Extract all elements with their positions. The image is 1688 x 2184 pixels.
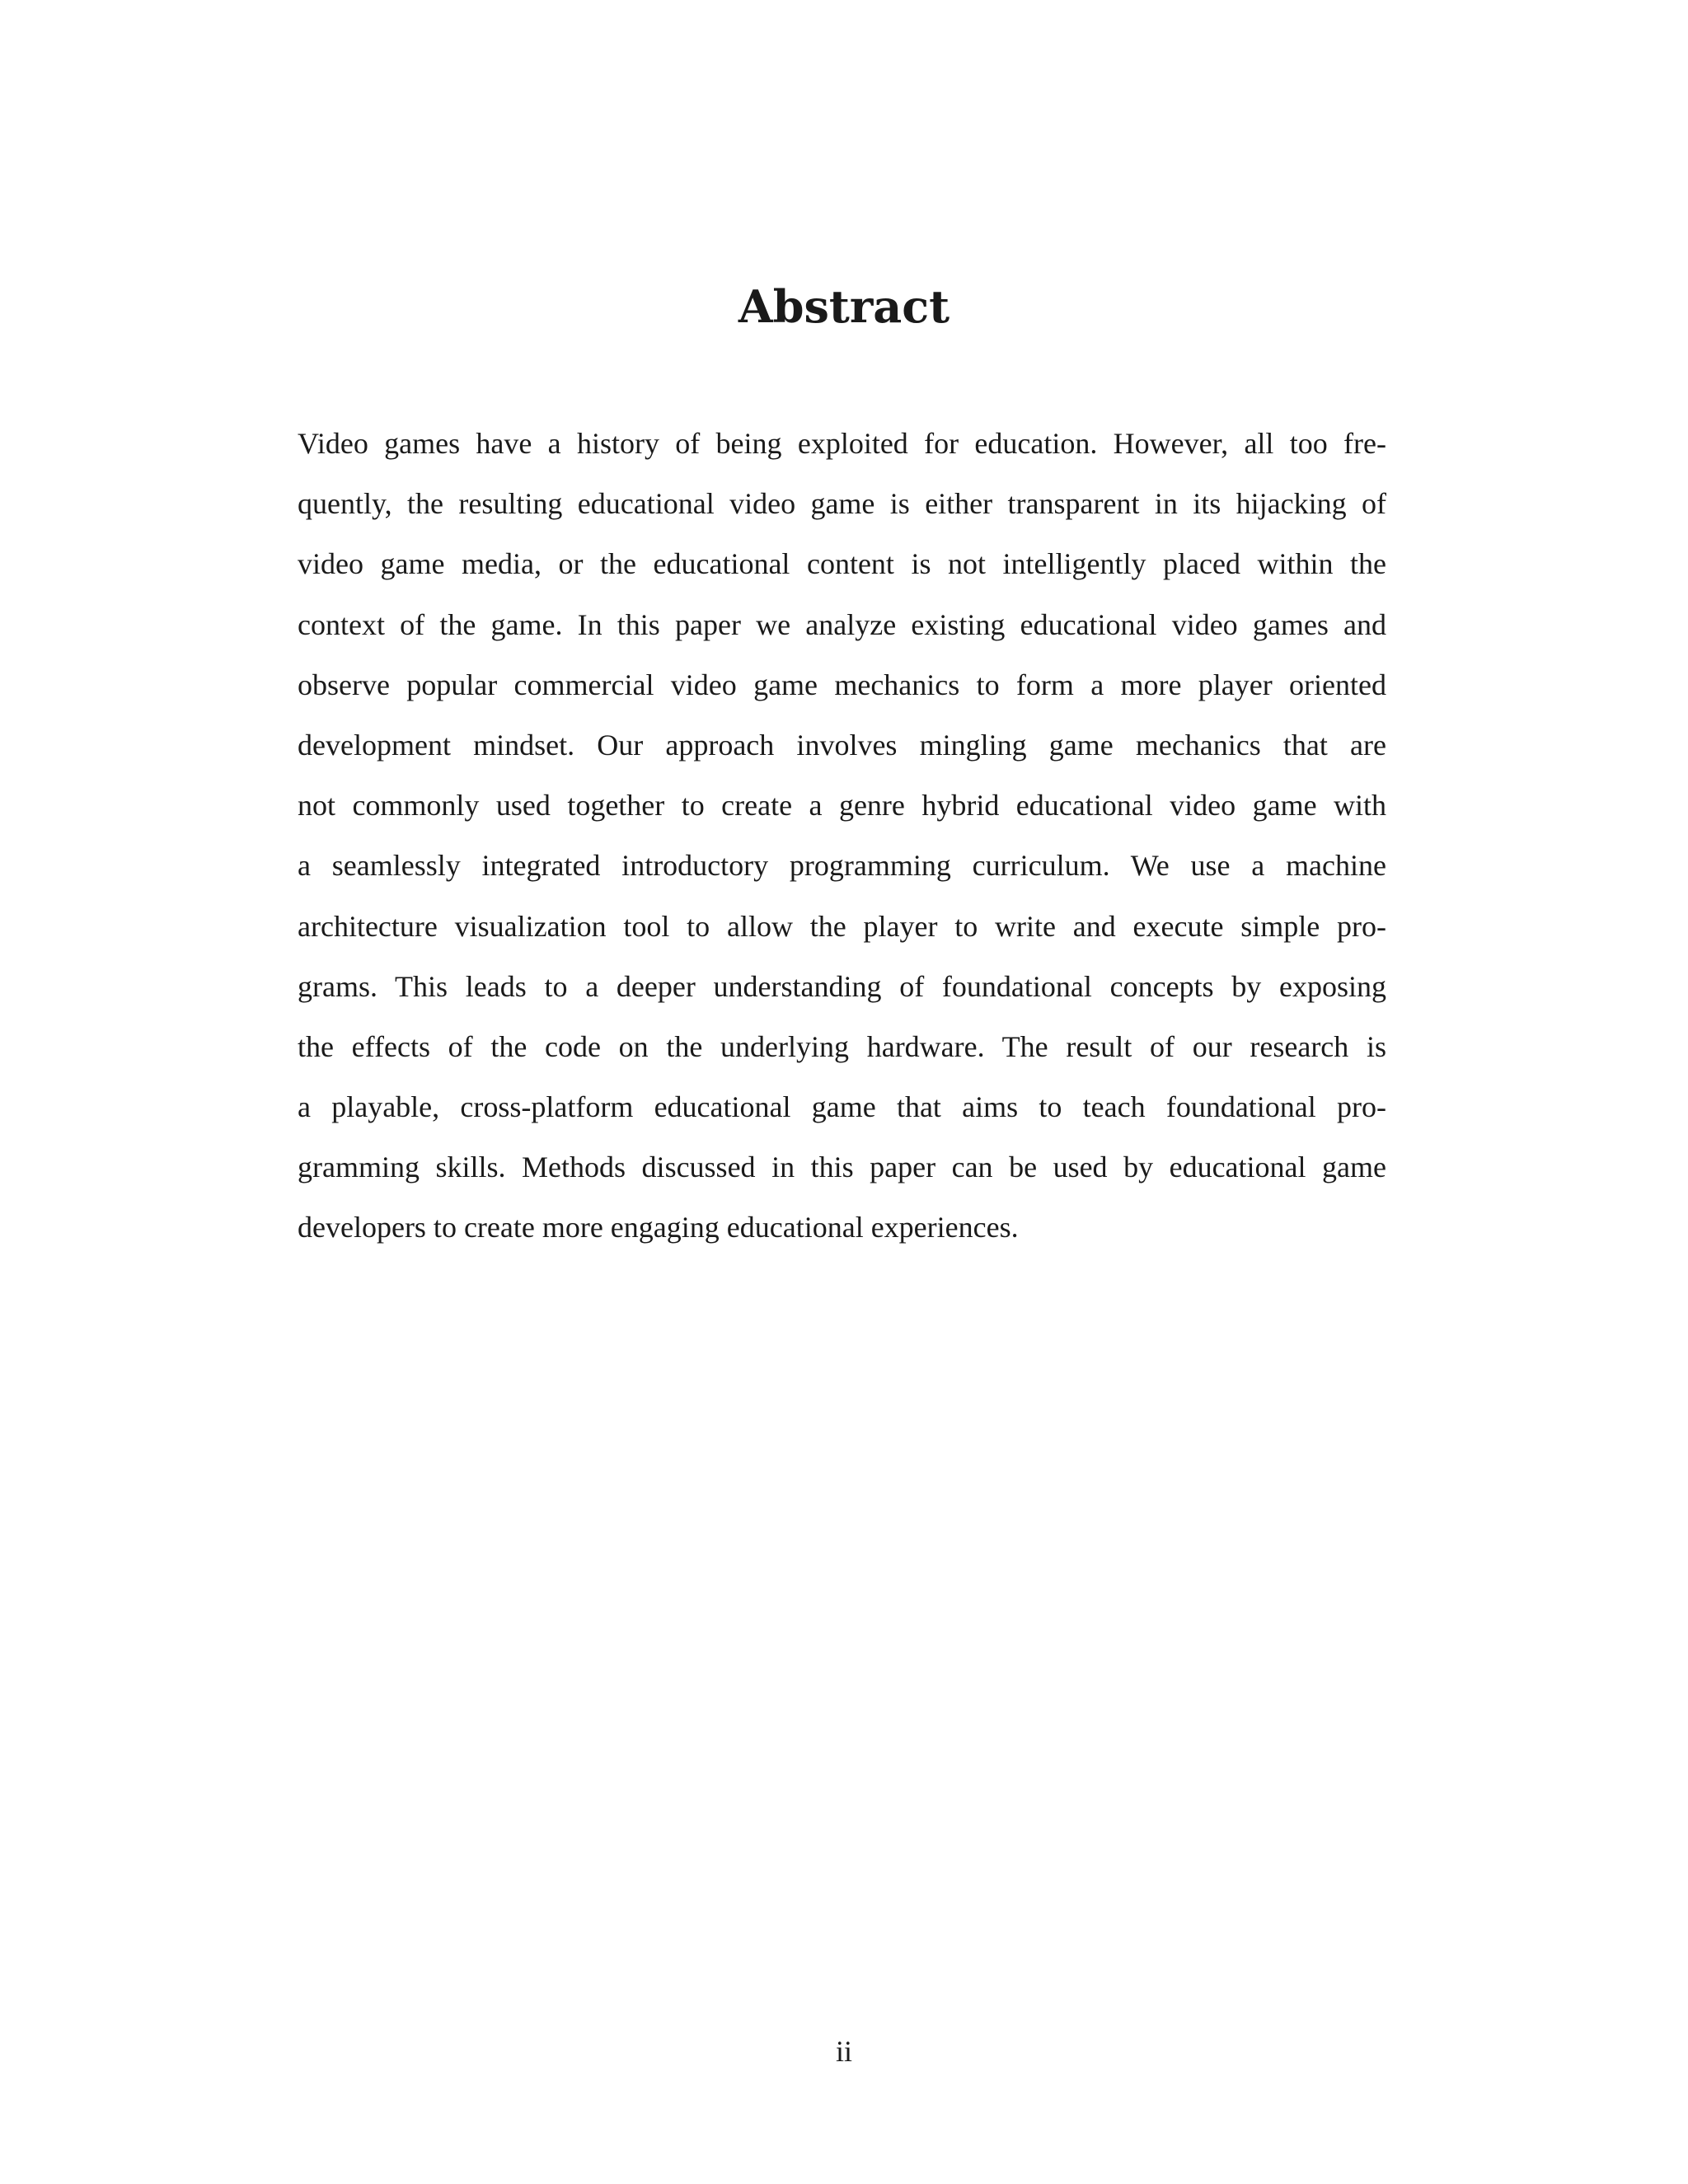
abstract-line: video game media, or the educational content is not intelligently placed within the	[298, 547, 1386, 581]
abstract-line: not commonly used together to create a genre hybrid educational video game with	[298, 789, 1386, 823]
abstract-line: Video games have a history of being exploited for education. However, all too fre-	[298, 427, 1386, 460]
abstract-line: a playable, cross-platform educational game that aims to teach foundational pro-	[298, 1090, 1386, 1124]
abstract-paragraph	[298, 417, 1386, 1262]
abstract-line: a seamlessly integrated introductory programming curriculum. We use a machine	[298, 849, 1386, 883]
abstract-line: gramming skills. Methods discussed in this paper can be used by educational game	[298, 1151, 1386, 1184]
abstract-line: observe popular commercial video game mechanics to form a more player oriented	[298, 668, 1386, 701]
abstract-line: context of the game. In this paper we analyze existing educational video games and	[298, 607, 1386, 641]
abstract-line: grams. This leads to a deeper understanding of foundational concepts by exposing	[298, 969, 1386, 1003]
abstract-line: development mindset. Our approach involves mingling game mechanics that are	[298, 728, 1386, 762]
abstract-line: quently, the resulting educational video game is either transparent in its hijacking of	[298, 487, 1386, 521]
abstract-line: developers to create more engaging educational experiences.	[298, 1211, 1019, 1244]
abstract-heading: Abstract	[738, 280, 950, 333]
abstract-line: the effects of the code on the underlying hardware. The result of our research is	[298, 1029, 1386, 1063]
abstract-line: architecture visualization tool to allow the player to write and execute simple pro-	[298, 909, 1386, 943]
page-number: ii	[835, 2035, 852, 2068]
